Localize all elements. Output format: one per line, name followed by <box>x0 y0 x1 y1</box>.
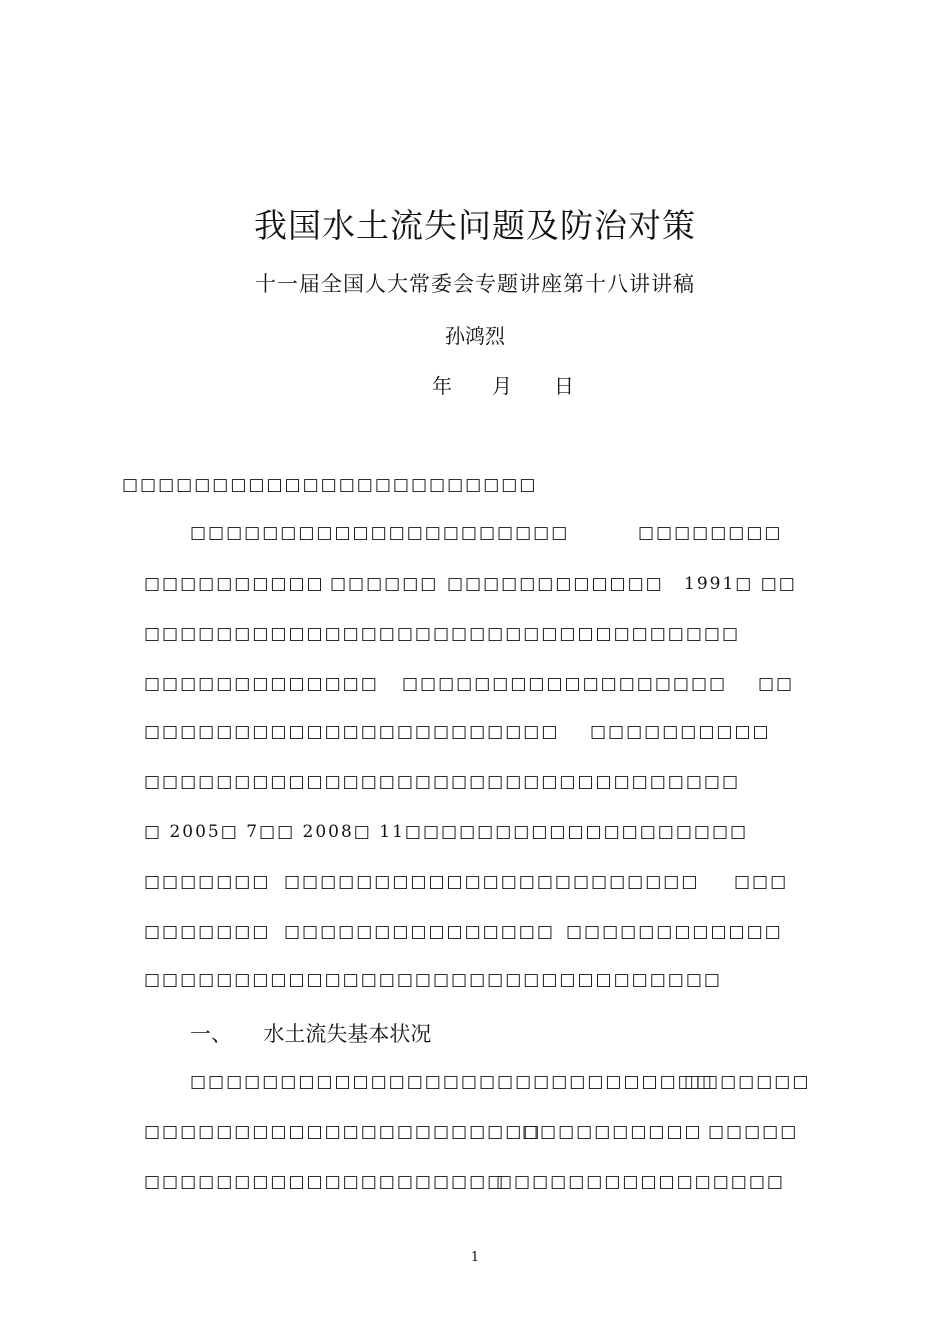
text-segment: □□□□□□□□□□□□□□□□□□ <box>402 674 728 694</box>
text-segment: □□□□□□□□□□□□□□□□□□□□□ <box>190 523 570 543</box>
section-number: 一、 <box>190 1022 232 1046</box>
text-segment: □□□□□□□□□□□□ <box>447 574 664 594</box>
text-segment: □□□□□□□□□□□□□□□□□□□□□□□□□□□□□ <box>190 1072 714 1092</box>
page-number: 1 <box>470 1250 480 1265</box>
text-segment: □□□□□□□ <box>144 872 271 892</box>
text-segment: □□□□□□□□□□□□ <box>566 922 783 942</box>
text-segment: □□□ <box>734 872 789 892</box>
text-segment: □□□□□□□□□□ <box>590 722 771 742</box>
text-segment: □ 2005□ 7□□ 2008□ 11□□□□□□□□□□□□□□□□□□□ <box>144 822 749 842</box>
text-segment: □□□□□□□□□□□□□□□□□□□□□□□□□□□□□□□□ <box>144 970 722 990</box>
text-segment: □□□□□□□ <box>684 1072 811 1092</box>
text-segment: □□□□□□□□□□□□□□□□□□□□□□□ <box>122 475 538 495</box>
text-segment: □□□□□□□□□□□□□□□□□□□□□□□ <box>284 872 700 892</box>
text-segment: □□□□□□□□□□□□□□□□□□□□□□□□□□□□□□□□□ <box>144 624 741 644</box>
text-segment: □□□□□□□□□□□□□□□□ <box>496 1172 785 1192</box>
section-heading <box>190 1018 431 1048</box>
text-segment: □□□□□□□□□□□□□□□ <box>284 922 555 942</box>
text-segment: □□□□□□□□□□□□□□□□□□□□ <box>144 1172 506 1192</box>
text-segment: □□□□□□□□□□□□□ <box>144 674 379 694</box>
text-segment: □□□□□□□□ <box>638 523 783 543</box>
document-title: 我国水土流失问题及防治对策 <box>254 206 696 245</box>
text-segment: □□□□□□□□□□□□□□□□□□□□□□□□□□□□□□□□□ <box>144 772 741 792</box>
date-year: 年 <box>432 374 452 398</box>
date-day: 日 <box>554 374 574 398</box>
text-segment: □□□□□ <box>708 1122 799 1142</box>
text-segment: □□ <box>758 674 795 694</box>
text-segment: □□□□□□□□□□□□□□□□□□□□□□ <box>144 1122 542 1142</box>
section-title: 水土流失基本状况 <box>263 1022 432 1046</box>
text-segment: □□□□□□□ <box>144 922 271 942</box>
text-segment: □□□□□□□□□□□□□□□□□□□□□□□ <box>144 722 560 742</box>
text-segment: □□□□□□□□□□ <box>144 574 325 594</box>
text-segment: □□□□□□ <box>330 574 439 594</box>
author-name: 孙鸿烈 <box>445 324 505 348</box>
date-month: 月 <box>492 374 512 398</box>
body-line <box>190 523 569 543</box>
text-segment: 1991□ □□ <box>684 574 797 594</box>
body-line <box>122 475 537 495</box>
text-segment: □□□□□□□□□□ <box>522 1122 703 1142</box>
document-subtitle: 十一届全国人大常委会专题讲座第十八讲讲稿 <box>255 272 695 296</box>
